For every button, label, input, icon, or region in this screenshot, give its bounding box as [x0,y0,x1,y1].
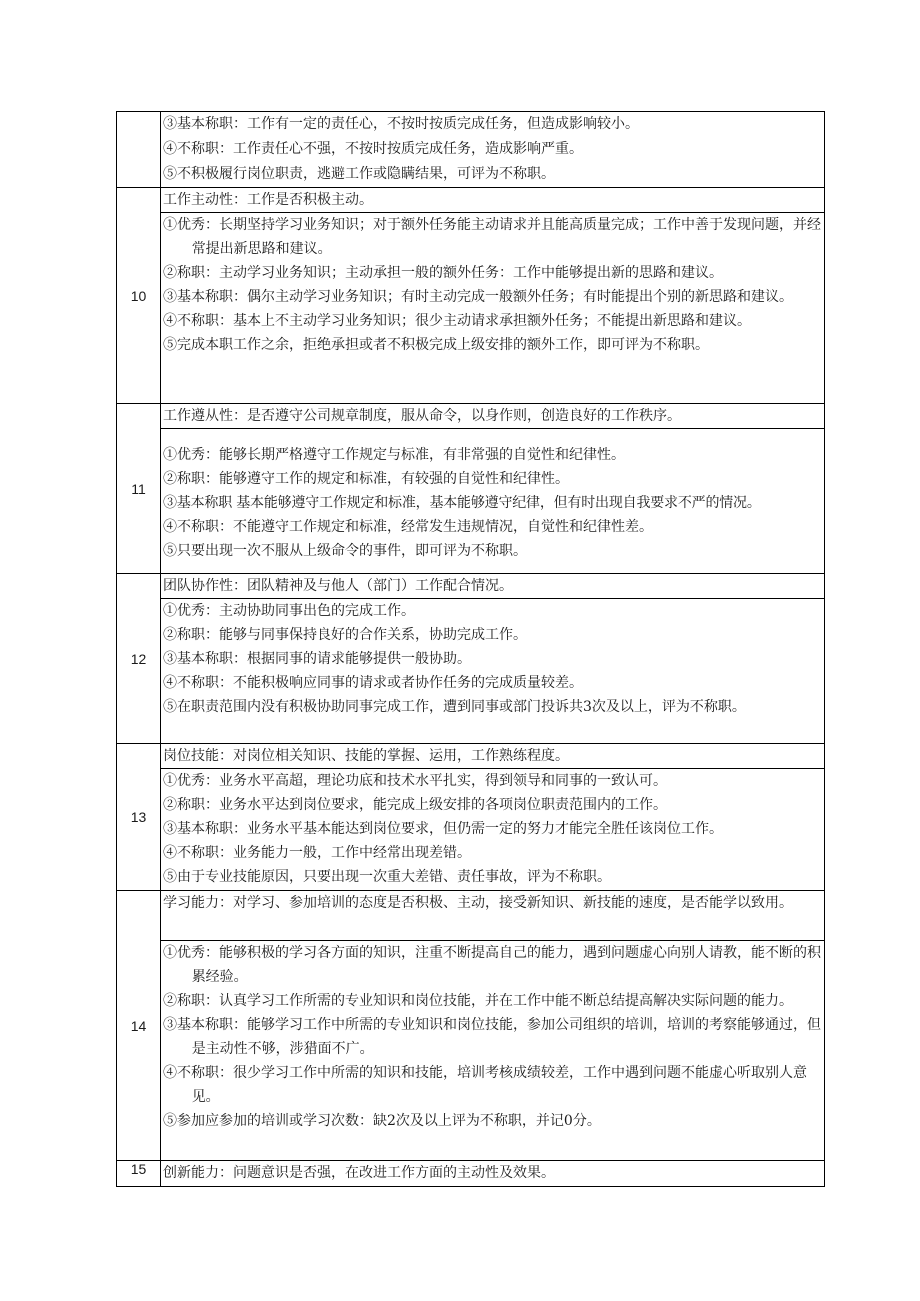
criterion-line: ①优秀：业务水平高超，理论功底和技术水平扎实，得到领导和同事的一致认可。 [163,773,667,789]
criteria-cell [161,769,825,891]
spacer [161,429,824,443]
table-row [117,891,825,941]
criterion-line: ⑤完成本职工作之余，拒绝承担或者不积极完成上级安排的额外工作，即可评为不称职。 [163,337,709,353]
row-number: 14 [117,891,161,1161]
table-row [117,744,825,769]
criterion-line: ②称职：能够遵守工作的规定和标准，有较强的自觉性和纪律性。 [163,471,569,487]
criteria-cell [161,599,825,744]
table-row [117,769,825,891]
criterion-heading: 工作遵从性：是否遵守公司规章制度，服从命令，以身作则，创造良好的工作秩序。 [163,408,681,424]
criterion-line: ②称职：能够与同事保持良好的合作关系，协助完成工作。 [163,627,527,643]
criterion-line: ⑤不积极履行岗位职责，逃避工作或隐瞒结果，可评为不称职。 [163,166,555,182]
criterion-line: ③基本称职：工作有一定的责任心，不按时按质完成任务，但造成影响较小。 [163,116,639,132]
criterion-line: ③基本称职：业务水平基本能达到岗位要求，但仍需一定的努力才能完全胜任该岗位工作。 [163,821,723,837]
table-row [117,213,825,404]
criterion-heading: 工作主动性：工作是否积极主动。 [163,192,373,208]
criterion-line: ④不称职：业务能力一般，工作中经常出现差错。 [163,845,471,861]
criterion-line: ③基本称职：根据同事的请求能够提供一般协助。 [163,651,471,667]
criterion-line: ②称职：业务水平达到岗位要求，能完成上级安排的各项岗位职责范围内的工作。 [163,797,667,813]
criterion-line: ⑤只要出现一次不服从上级命令的事件，即可评为不称职。 [163,543,527,559]
criterion-heading: 岗位技能：对岗位相关知识、技能的掌握、运用，工作熟练程度。 [163,748,569,764]
criterion-line: ⑤在职责范围内没有积极协助同事完成工作，遭到同事或部门投诉共3次及以上，评为不称职。 [163,699,746,715]
criterion-line: ④不称职：工作责任心不强，不按时按质完成任务，造成影响严重。 [163,141,583,157]
criterion-line: ①优秀：能够积极的学习各方面的知识，注重不断提高自己的能力，遇到问题虚心向别人请教，能不断的积累经验。 [163,945,821,985]
table-row [117,574,825,599]
criterion-heading: 学习能力：对学习、参加培训的态度是否积极、主动，接受新知识、新技能的速度，是否能学以致用。 [163,895,793,911]
table-row [117,429,825,574]
criteria-cell [161,213,825,404]
table-row [117,112,825,188]
criteria-cell [161,112,825,188]
criterion-line: ③基本称职：偶尔主动学习业务知识；有时主动完成一般额外任务；有时能提出个别的新思路和建议。 [163,289,793,305]
table-row [117,404,825,429]
heading-cell [161,574,825,599]
criterion-line: ③基本称职：能够学习工作中所需的专业知识和岗位技能，参加公司组织的培训，培训的考察能够通过，但是主动性不够，涉猎面不广。 [163,1017,821,1057]
row-number: 12 [117,574,161,744]
criterion-line: ④不称职：很少学习工作中所需的知识和技能，培训考核成绩较差，工作中遇到问题不能虚心听取别人意见。 [163,1065,807,1105]
table-row [117,599,825,744]
criterion-heading: 团队协作性：团队精神及与他人（部门）工作配合情况。 [163,578,513,594]
row-number: 10 [117,188,161,404]
heading-cell [161,744,825,769]
heading-cell [161,404,825,429]
row-number: 15 [117,1161,161,1187]
table-row [117,1161,825,1187]
criterion-line: ①优秀：能够长期严格遵守工作规定与标准，有非常强的自觉性和纪律性。 [163,447,625,463]
evaluation-table-sheet [116,111,824,1187]
criterion-line: ②称职：认真学习工作所需的专业知识和岗位技能，并在工作中能不断总结提高解决实际问题的能力。 [163,993,793,1009]
table-row [117,188,825,213]
criteria-cell [161,429,825,574]
evaluation-table [116,111,825,1187]
criterion-line: ①优秀：主动协助同事出色的完成工作。 [163,603,415,619]
row-number: 13 [117,744,161,891]
criterion-line: ⑤参加应参加的培训或学习次数：缺2次及以上评为不称职，并记0分。 [163,1113,601,1129]
criterion-line: ③基本称职 基本能够遵守工作规定和标准，基本能够遵守纪律，但有时出现自我要求不严的情况。 [163,495,761,511]
criterion-line: ②称职：主动学习业务知识；主动承担一般的额外任务：工作中能够提出新的思路和建议。 [163,265,723,281]
heading-cell [161,188,825,213]
row-number: 11 [117,404,161,574]
heading-cell [161,1161,825,1187]
table-row [117,941,825,1161]
criterion-line: ⑤由于专业技能原因，只要出现一次重大差错、责任事故，评为不称职。 [163,869,611,885]
row-number [117,112,161,188]
criteria-cell [161,941,825,1161]
heading-cell [161,891,825,941]
criterion-line: ④不称职：不能积极响应同事的请求或者协作任务的完成质量较差。 [163,675,583,691]
criterion-line: ④不称职：不能遵守工作规定和标准，经常发生违规情况，自觉性和纪律性差。 [163,519,653,535]
criterion-line: ①优秀：长期坚持学习业务知识；对于额外任务能主动请求并且能高质量完成；工作中善于发现问题，并经常提出新思路和建议。 [163,217,821,257]
criterion-line: ④不称职：基本上不主动学习业务知识；很少主动请求承担额外任务；不能提出新思路和建议。 [163,313,751,329]
criterion-heading: 创新能力：问题意识是否强，在改进工作方面的主动性及效果。 [163,1165,555,1181]
